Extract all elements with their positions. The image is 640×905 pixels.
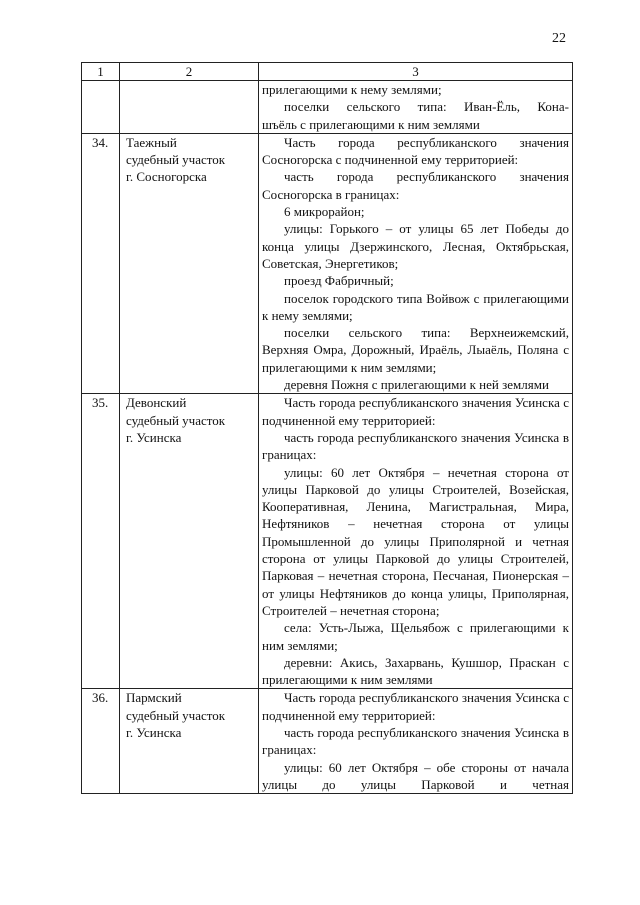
district-boundaries xyxy=(259,689,573,794)
table-row-36 xyxy=(82,689,573,794)
row-number: 34. xyxy=(82,133,120,393)
district-name-line: г. Усинска xyxy=(126,724,182,740)
district-name-line: судебный участок xyxy=(126,152,226,168)
district-name-line: Таежный xyxy=(126,134,177,150)
district-name-line: Пармский xyxy=(126,690,182,706)
boundary-paragraph: Часть города республиканского значения Усинска с подчиненной ему территорией: xyxy=(262,690,569,723)
row-number: 35. xyxy=(82,394,120,689)
boundary-paragraph: Часть города республиканского значения Усинска с подчиненной ему территорией: xyxy=(262,395,569,428)
boundary-paragraph: часть города республиканского значения Усинска в границах: xyxy=(262,724,569,758)
court-district-name xyxy=(120,133,259,393)
column-header-2: 2 xyxy=(120,63,259,81)
page-number: 22 xyxy=(552,31,566,46)
continuation-line: поселки сельского типа: Иван-Ёль, Кона- xyxy=(284,99,569,115)
boundary-paragraph: часть города республиканского значения Сосногорска в границах: xyxy=(262,169,569,202)
column-header-1: 1 xyxy=(82,63,120,81)
table-row-continuation xyxy=(82,81,573,134)
continuation-cell xyxy=(259,81,573,134)
boundary-paragraph: поселки сельского типа: Верхнеижемский, Верхняя Омра, Дорожный, Ираёль, Лыаёль, Поляна с прилегающими к ним землями; xyxy=(262,325,569,375)
court-district-name xyxy=(120,689,259,794)
district-boundaries xyxy=(259,133,573,393)
boundary-paragraph: улицы: 60 лет Октября – нечетная сторона от улицы Парковой до улицы Строителей, Возейская, Кооперативная, Ленина, Магистральная, Мира, Нефтяников – нечетная сторона от улицы Промышленной до улицы Приполярной и четная сторона от улицы Парковой до улицы Строителей, Парковая – нечетная сторона, Песчаная, Пионерская – от улицы Нефтяников до конца улицы, Приполярная, Строителей – нечетная сторона; xyxy=(262,464,569,618)
district-name-line: Девонский xyxy=(126,395,187,411)
boundary-paragraph: улицы: Горького – от улицы 65 лет Победы до конца улицы Дзержинского, Лесная, Октябрьская, Советская, Энергетиков; xyxy=(262,221,569,271)
district-name-line: г. Сосногорска xyxy=(126,169,207,185)
table-row-35 xyxy=(82,394,573,689)
district-name-line: судебный участок xyxy=(126,707,226,723)
continuation-line: прилегающими к нему землями; xyxy=(262,82,442,97)
row-number: 36. xyxy=(82,689,120,794)
district-boundaries xyxy=(259,394,573,689)
boundary-paragraph: улицы: 60 лет Октября – обе стороны от начала улицы до улицы Парковой и четная xyxy=(262,759,569,792)
districts-table xyxy=(81,62,573,794)
table-header-row xyxy=(82,63,573,81)
district-name-line: г. Усинска xyxy=(126,429,182,445)
column-header-3: 3 xyxy=(259,63,573,81)
table-row-34 xyxy=(82,133,573,393)
boundary-paragraph: часть города республиканского значения Усинска в границах: xyxy=(262,429,569,463)
boundary-paragraph: поселок городского типа Войвож с прилегающими к нему землями; xyxy=(262,290,569,323)
continuation-line: шъёль с прилегающими к ним землями xyxy=(262,116,480,132)
boundary-paragraph: 6 микрорайон; xyxy=(284,204,365,220)
court-district-name xyxy=(120,394,259,689)
district-name-line: судебный участок xyxy=(126,412,226,428)
boundary-paragraph: деревни: Акись, Захарвань, Кушшор, Праскан с прилегающими к ним землями xyxy=(262,654,569,688)
boundary-paragraph: проезд Фабричный; xyxy=(284,273,394,289)
boundary-paragraph: Часть города республиканского значения Сосногорска с подчиненной ему территорией: xyxy=(262,134,569,168)
boundary-paragraph: села: Усть-Лыжа, Щельябож с прилегающими к ним землями; xyxy=(262,620,569,653)
boundary-paragraph: деревня Пожня с прилегающими к ней землями xyxy=(284,377,549,393)
